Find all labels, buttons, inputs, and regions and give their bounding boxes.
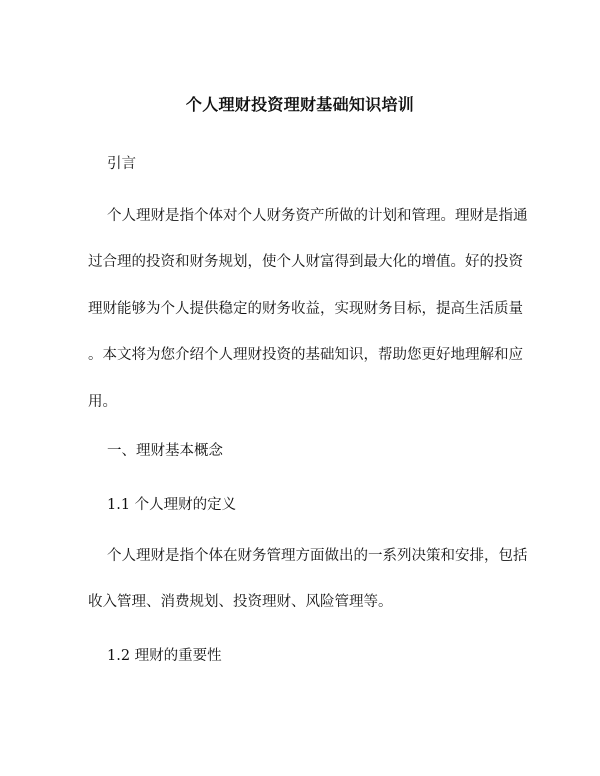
intro-paragraph-line-5: 用。 (88, 394, 117, 410)
subsection-1-1-line-2: 收入管理、消费规划、投资理财、风险管理等。 (88, 594, 393, 610)
intro-heading: 引言 (107, 156, 136, 172)
document-title: 个人理财投资理财基础知识培训 (185, 95, 415, 114)
subsection-1-2-heading: 1.2 理财的重要性 (107, 648, 222, 664)
intro-paragraph-line-2: 过合理的投资和财务规划，使个人财富得到最大化的增值。好的投资 (88, 254, 523, 270)
intro-paragraph-line-1: 个人理财是指个体对个人财务资产所做的计划和管理。理财是指通 (107, 208, 528, 224)
subsection-1-1-heading: 1.1 个人理财的定义 (107, 497, 237, 513)
intro-paragraph-line-4: 。本文将为您介绍个人理财投资的基础知识，帮助您更好地理解和应 (88, 347, 523, 363)
intro-paragraph-line-3: 理财能够为个人提供稳定的财务收益，实现财务目标，提高生活质量 (88, 301, 523, 317)
subsection-1-1-line-1: 个人理财是指个体在财务管理方面做出的一系列决策和安排，包括 (107, 548, 528, 564)
section-1-heading: 一、理财基本概念 (107, 443, 223, 459)
